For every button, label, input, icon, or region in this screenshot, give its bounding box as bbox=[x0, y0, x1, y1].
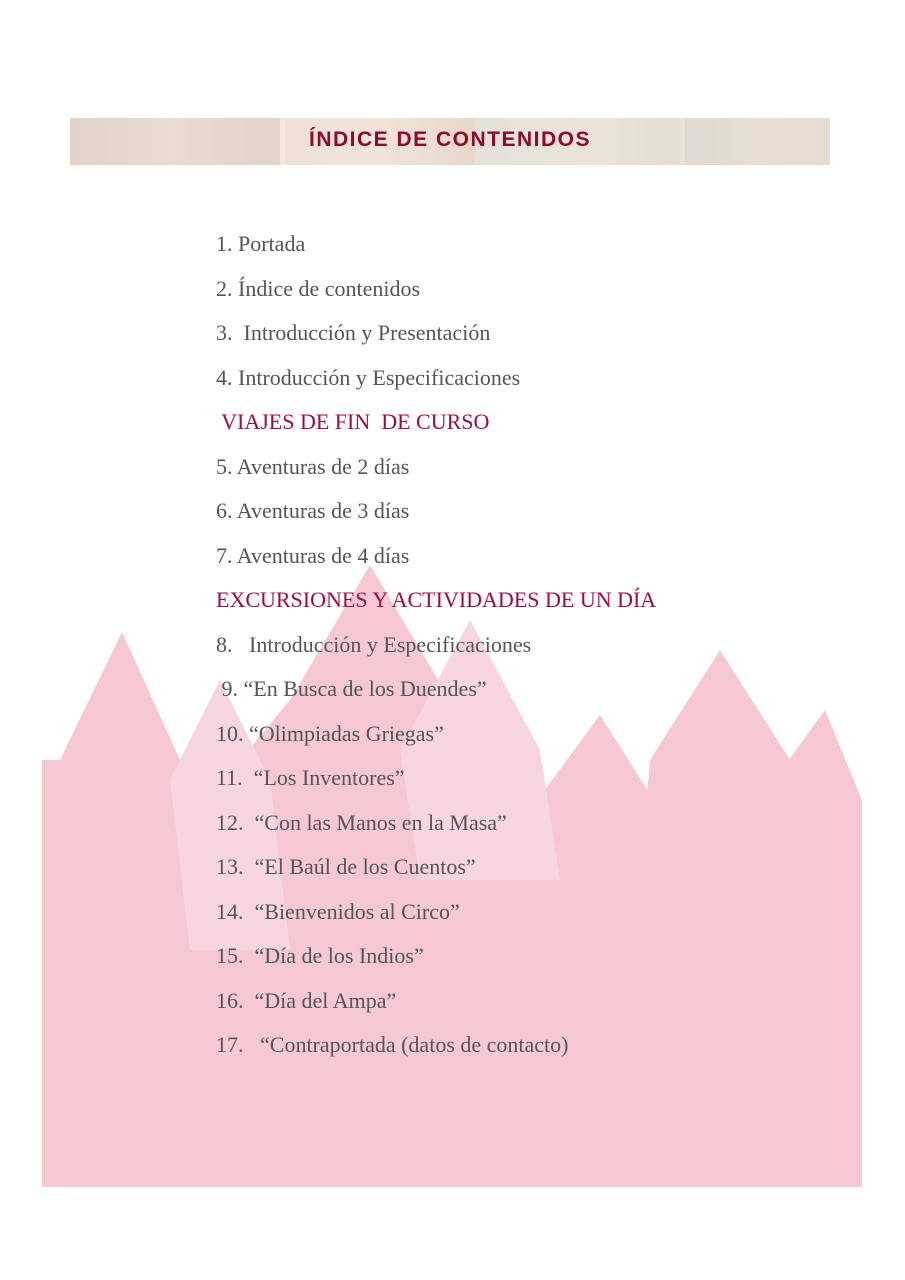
toc-item: 9. “En Busca de los Duendes” bbox=[216, 676, 487, 701]
toc-section-heading: EXCURSIONES Y ACTIVIDADES DE UN DÍA bbox=[216, 587, 657, 612]
toc-section-heading: VIAJES DE FIN DE CURSO bbox=[216, 409, 490, 434]
toc-item: 14. “Bienvenidos al Circo” bbox=[216, 898, 460, 924]
toc-item: 10. “Olimpiadas Griegas” bbox=[216, 720, 444, 746]
table-of-contents bbox=[216, 228, 656, 1074]
toc-item: 2. Índice de contenidos bbox=[216, 275, 421, 301]
toc-item: 11. “Los Inventores” bbox=[216, 765, 405, 790]
toc-item: 15. “Día de los Indios” bbox=[216, 943, 424, 968]
toc-item: 12. “Con las Manos en la Masa” bbox=[216, 809, 507, 835]
toc-item: 16. “Día del Ampa” bbox=[216, 987, 397, 1013]
toc-item: 5. Aventuras de 2 días bbox=[216, 453, 410, 479]
page-title: ÍNDICE DE CONTENIDOS bbox=[308, 128, 592, 151]
toc-item: 8. Introducción y Especificaciones bbox=[216, 631, 532, 657]
toc-item: 17. “Contraportada (datos de contacto) bbox=[216, 1032, 569, 1057]
toc-item: 3. Introducción y Presentación bbox=[216, 320, 491, 345]
toc-item: 13. “El Baúl de los Cuentos” bbox=[216, 854, 476, 879]
toc-item: 7. Aventuras de 4 días bbox=[216, 542, 410, 568]
toc-item: 4. Introducción y Especificaciones bbox=[216, 364, 521, 390]
toc-item: 6. Aventuras de 3 días bbox=[216, 498, 410, 523]
toc-item: 1. Portada bbox=[216, 231, 306, 256]
header-banner bbox=[70, 118, 830, 165]
